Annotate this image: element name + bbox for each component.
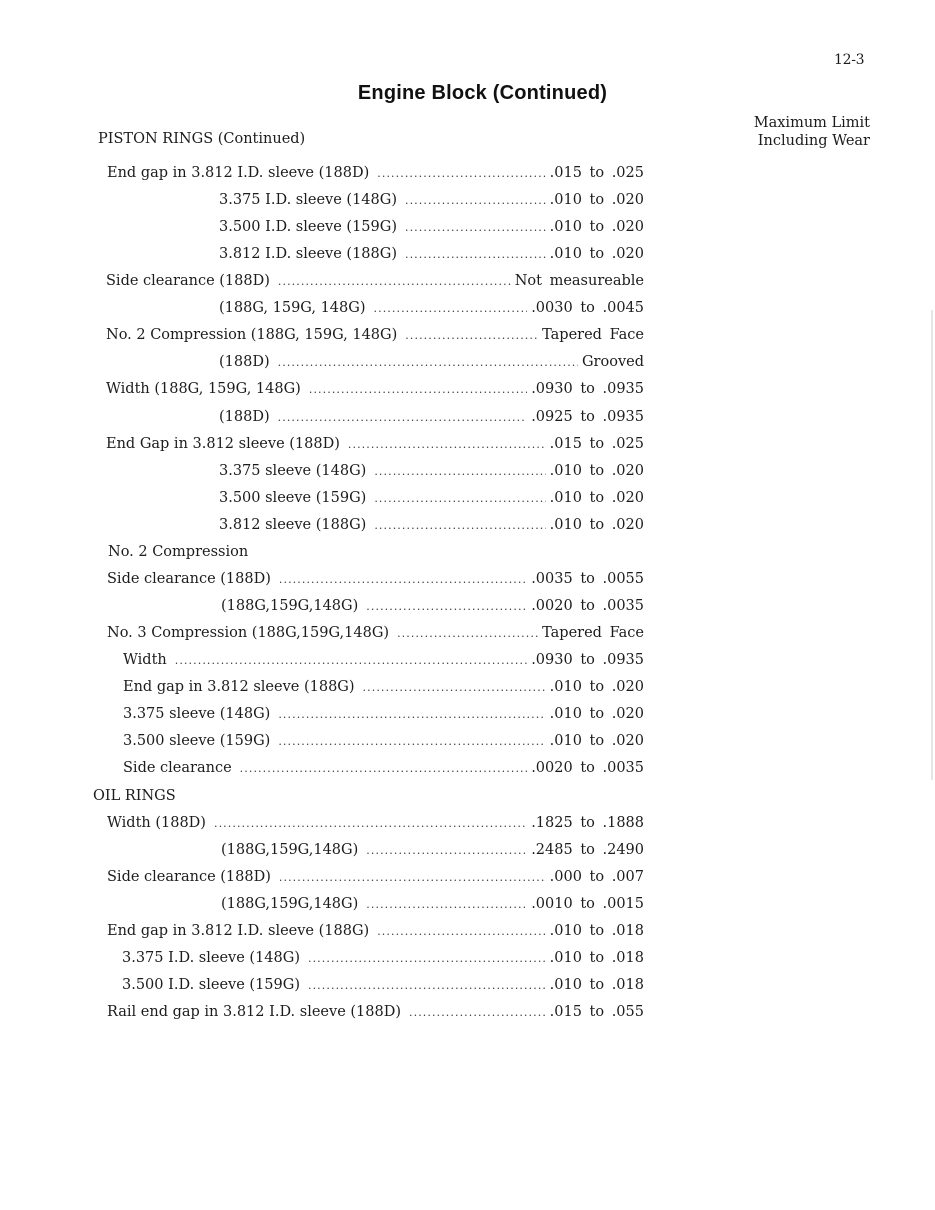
spec-row: 3.812 sleeve (188G) ..... .010 to .020 bbox=[219, 517, 644, 537]
spec-row: No. 2 Compression (188G, 159G, 148G) ..... Tapered Face bbox=[106, 327, 644, 347]
leader-dots bbox=[279, 573, 527, 586]
leader-dots bbox=[405, 248, 546, 261]
spec-row: Side clearance ..... .0020 to .0035 bbox=[123, 760, 644, 780]
spec-row: 3.500 sleeve (159G) ..... .010 to .020 bbox=[219, 490, 644, 510]
spec-row: End gap in 3.812 I.D. sleeve (188G) ..... .010 to .018 bbox=[107, 923, 644, 943]
leader-dots bbox=[397, 627, 538, 640]
leader-dots bbox=[405, 221, 546, 234]
leader-dots bbox=[366, 600, 527, 613]
spec-row: (188D) ..... Grooved bbox=[219, 354, 644, 374]
leader-dots bbox=[409, 1006, 546, 1019]
spec-row: End gap in 3.812 I.D. sleeve (188D) ..... .015 to .025 bbox=[107, 165, 644, 185]
leader-dots bbox=[278, 411, 528, 424]
leader-dots bbox=[278, 708, 545, 721]
column-header-line-2: Including Wear bbox=[757, 133, 870, 149]
page-edge-line bbox=[931, 310, 933, 780]
spec-row: 3.500 I.D. sleeve (159G) ..... .010 to .018 bbox=[122, 977, 644, 997]
leader-dots bbox=[175, 654, 527, 667]
spec-row: 3.375 I.D. sleeve (148G) ..... .010 to .020 bbox=[219, 192, 644, 212]
section-oil-rings: OIL RINGS bbox=[93, 788, 176, 804]
spec-row: No. 3 Compression (188G,159G,148G) ..... Tapered Face bbox=[107, 625, 644, 645]
leader-dots bbox=[405, 329, 538, 342]
leader-dots bbox=[366, 898, 527, 911]
leader-dots bbox=[374, 519, 545, 532]
spec-row: Width (188D) ..... .1825 to .1888 bbox=[107, 815, 644, 835]
spec-row: (188G,159G,148G) ..... .0010 to .0015 bbox=[221, 896, 644, 916]
leader-dots bbox=[309, 383, 527, 396]
spec-row: Side clearance (188D) ..... .0035 to .0055 bbox=[107, 571, 644, 591]
spec-row: 3.812 I.D. sleeve (188G) ..... .010 to .020 bbox=[219, 246, 644, 266]
spec-row: (188G,159G,148G) ..... .2485 to .2490 bbox=[221, 842, 644, 862]
leader-dots bbox=[405, 194, 546, 207]
spec-row: End gap in 3.812 sleeve (188G) ..... .010 to .020 bbox=[123, 679, 644, 699]
column-header-line-1: Maximum Limit bbox=[753, 115, 870, 131]
leader-dots bbox=[374, 492, 545, 505]
spec-row: 3.375 I.D. sleeve (148G) ..... .010 to .018 bbox=[122, 950, 644, 970]
spec-row: Side clearance (188D) ..... .000 to .007 bbox=[107, 869, 644, 889]
leader-dots bbox=[278, 275, 511, 288]
spec-row: Rail end gap in 3.812 I.D. sleeve (188D) ..... .015 to .055 bbox=[107, 1004, 644, 1024]
page-title: Engine Block (Continued) bbox=[357, 82, 608, 104]
leader-dots bbox=[366, 844, 527, 857]
leader-dots bbox=[278, 735, 545, 748]
spec-row: 3.375 sleeve (148G) ..... .010 to .020 bbox=[219, 463, 644, 483]
spec-row: Width (188G, 159G, 148G) ..... .0930 to .0935 bbox=[106, 381, 644, 401]
column-header bbox=[700, 114, 870, 150]
leader-dots bbox=[308, 952, 546, 965]
section-piston-rings: PISTON RINGS (Continued) bbox=[98, 131, 306, 147]
leader-dots bbox=[374, 465, 545, 478]
spec-row: (188D) ..... .0925 to .0935 bbox=[219, 409, 644, 429]
leader-dots bbox=[374, 302, 528, 315]
spec-row: (188G, 159G, 148G) ..... .0030 to .0045 bbox=[219, 300, 644, 320]
leader-dots bbox=[214, 817, 527, 830]
leader-dots bbox=[240, 762, 528, 775]
leader-dots bbox=[278, 356, 578, 369]
leader-dots bbox=[348, 438, 546, 451]
leader-dots bbox=[279, 871, 546, 884]
leader-dots bbox=[308, 979, 546, 992]
subheading: No. 2 Compression bbox=[108, 544, 249, 560]
spec-row: 3.500 I.D. sleeve (159G) ..... .010 to .020 bbox=[219, 219, 644, 239]
spec-row: Side clearance (188D) ..... Not measureable bbox=[106, 273, 644, 293]
spec-row: (188G,159G,148G) ..... .0020 to .0035 bbox=[221, 598, 644, 618]
leader-dots bbox=[377, 167, 545, 180]
leader-dots bbox=[377, 925, 545, 938]
spec-row: 3.500 sleeve (159G) ..... .010 to .020 bbox=[123, 733, 644, 753]
page-number: 12-3 bbox=[834, 52, 865, 68]
spec-row: End Gap in 3.812 sleeve (188D) ..... .015 to .025 bbox=[106, 436, 644, 456]
spec-row: 3.375 sleeve (148G) ..... .010 to .020 bbox=[123, 706, 644, 726]
leader-dots bbox=[363, 681, 546, 694]
spec-row: Width ..... .0930 to .0935 bbox=[123, 652, 644, 672]
